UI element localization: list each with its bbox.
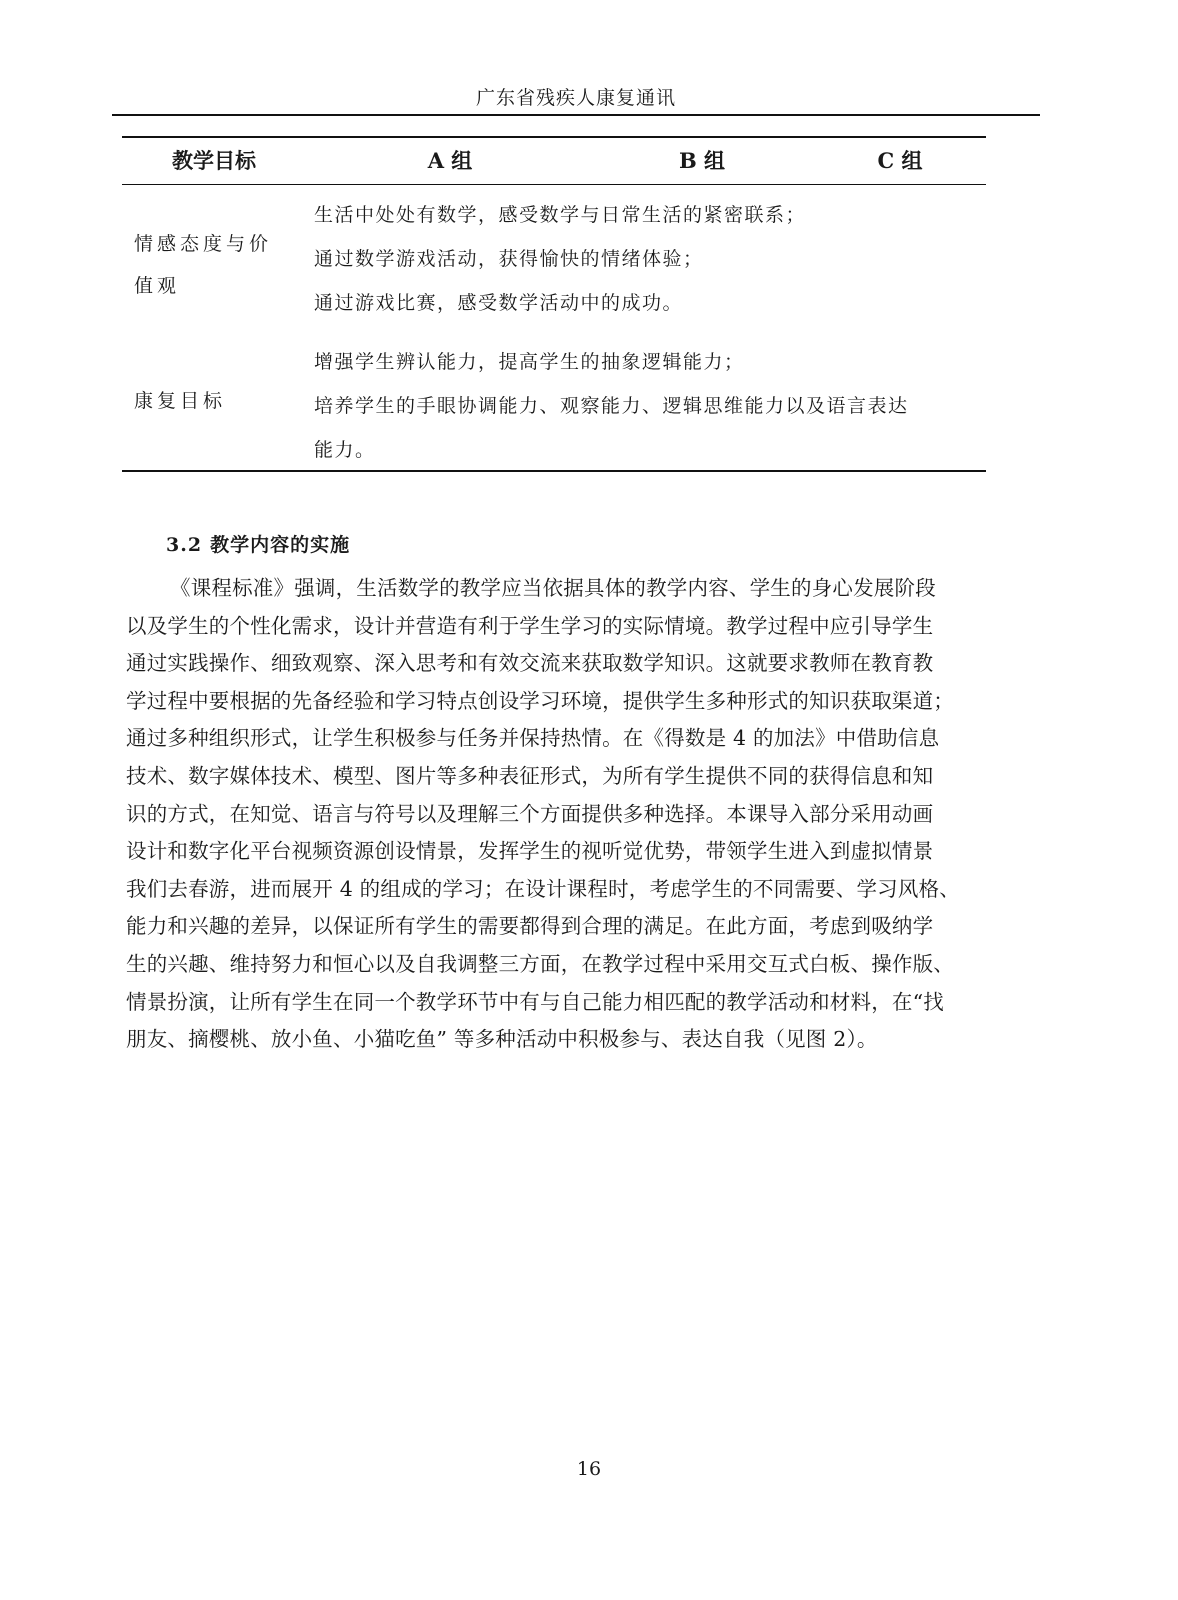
cell-line: 通过数学游戏活动，获得愉快的情绪体验； [314,248,704,270]
paragraph-line: 能力和兴趣的差异，以保证所有学生的需要都得到合理的满足。在此方面，考虑到吸纳学 [126,914,934,939]
paragraph-line: 情景扮演，让所有学生在同一个教学环节中有与自己能力相匹配的教学活动和材料，在“找 [126,989,944,1014]
section-heading [166,528,350,562]
paragraph-line: 我们去春游，进而展开 4 的组成的学习；在设计课程时，考虑学生的不同需要、学习风格、 [126,876,960,901]
paragraph-line: 设计和数字化平台视频资源创设情景，发挥学生的视听觉优势，带领学生进入到虚拟情景 [126,839,934,864]
row-label-line: 康复目标 [134,390,227,412]
cell-line: 生活中处处有数学，感受数学与日常生活的紧密联系； [314,204,807,226]
paragraph-line: 学过程中要根据的先备经验和学习特点创设学习环境，提供学生多种形式的知识获取渠道； [126,688,954,713]
cell-line: 增强学生辨认能力，提高学生的抽象逻辑能力； [314,351,745,373]
section-number: 3.2 [166,534,203,556]
table-header-row [122,138,986,185]
cell-line: 通过游戏比赛，感受数学活动中的成功。 [314,292,684,314]
row-label-line: 值观 [134,275,181,297]
row-label-rehab [134,380,299,422]
row-content-rehab [314,340,982,472]
paragraph-line: 通过多种组织形式，让学生积极参与任务并保持热情。在《得数是 4 的加法》中借助信息 [126,726,940,751]
header-group-b: B 组 [678,148,726,173]
row-label-line: 情感态度与价 [134,233,273,255]
cell-line: 能力。 [314,439,376,461]
running-header [112,84,1040,116]
table-row [122,185,986,330]
body-paragraph [126,570,1038,1059]
journal-title: 广东省残疾人康复通讯 [475,87,676,109]
paragraph-line: 《课程标准》强调，生活数学的教学应当依据具体的教学内容、学生的身心发展阶段 [170,576,936,600]
page-number: 16 [576,1458,602,1480]
paragraph-line: 识的方式，在知觉、语言与符号以及理解三个方面提供多种选择。本课导入部分采用动画 [126,801,934,826]
paragraph-line: 生的兴趣、维持努力和恒心以及自我调整三方面，在教学过程中采用交互式白板、操作版、 [126,951,954,976]
paragraph-line: 朋友、摘樱桃、放小鱼、小猫吃鱼” 等多种活动中积极参与、表达自我（见图 2）。 [126,1027,878,1052]
section-title: 教学内容的实施 [210,534,351,556]
header-group-c: C 组 [877,148,923,173]
row-content-attitude [314,193,982,325]
paragraph-line: 技术、数字媒体技术、模型、图片等多种表征形式，为所有学生提供不同的获得信息和知 [126,763,934,788]
cell-line: 培养学生的手眼协调能力、观察能力、逻辑思维能力以及语言表达 [314,395,909,417]
teaching-goals-table [122,136,986,472]
header-teaching-goal: 教学目标 [172,148,256,173]
paragraph-line: 以及学生的个性化需求，设计并营造有利于学生学习的实际情境。教学过程中应引导学生 [126,613,934,638]
row-label-attitude [134,223,299,307]
header-group-a: A 组 [427,148,473,173]
paragraph-line: 通过实践操作、细致观察、深入思考和有效交流来获取数学知识。这就要求教师在教育教 [126,651,934,676]
table-row [122,330,986,470]
